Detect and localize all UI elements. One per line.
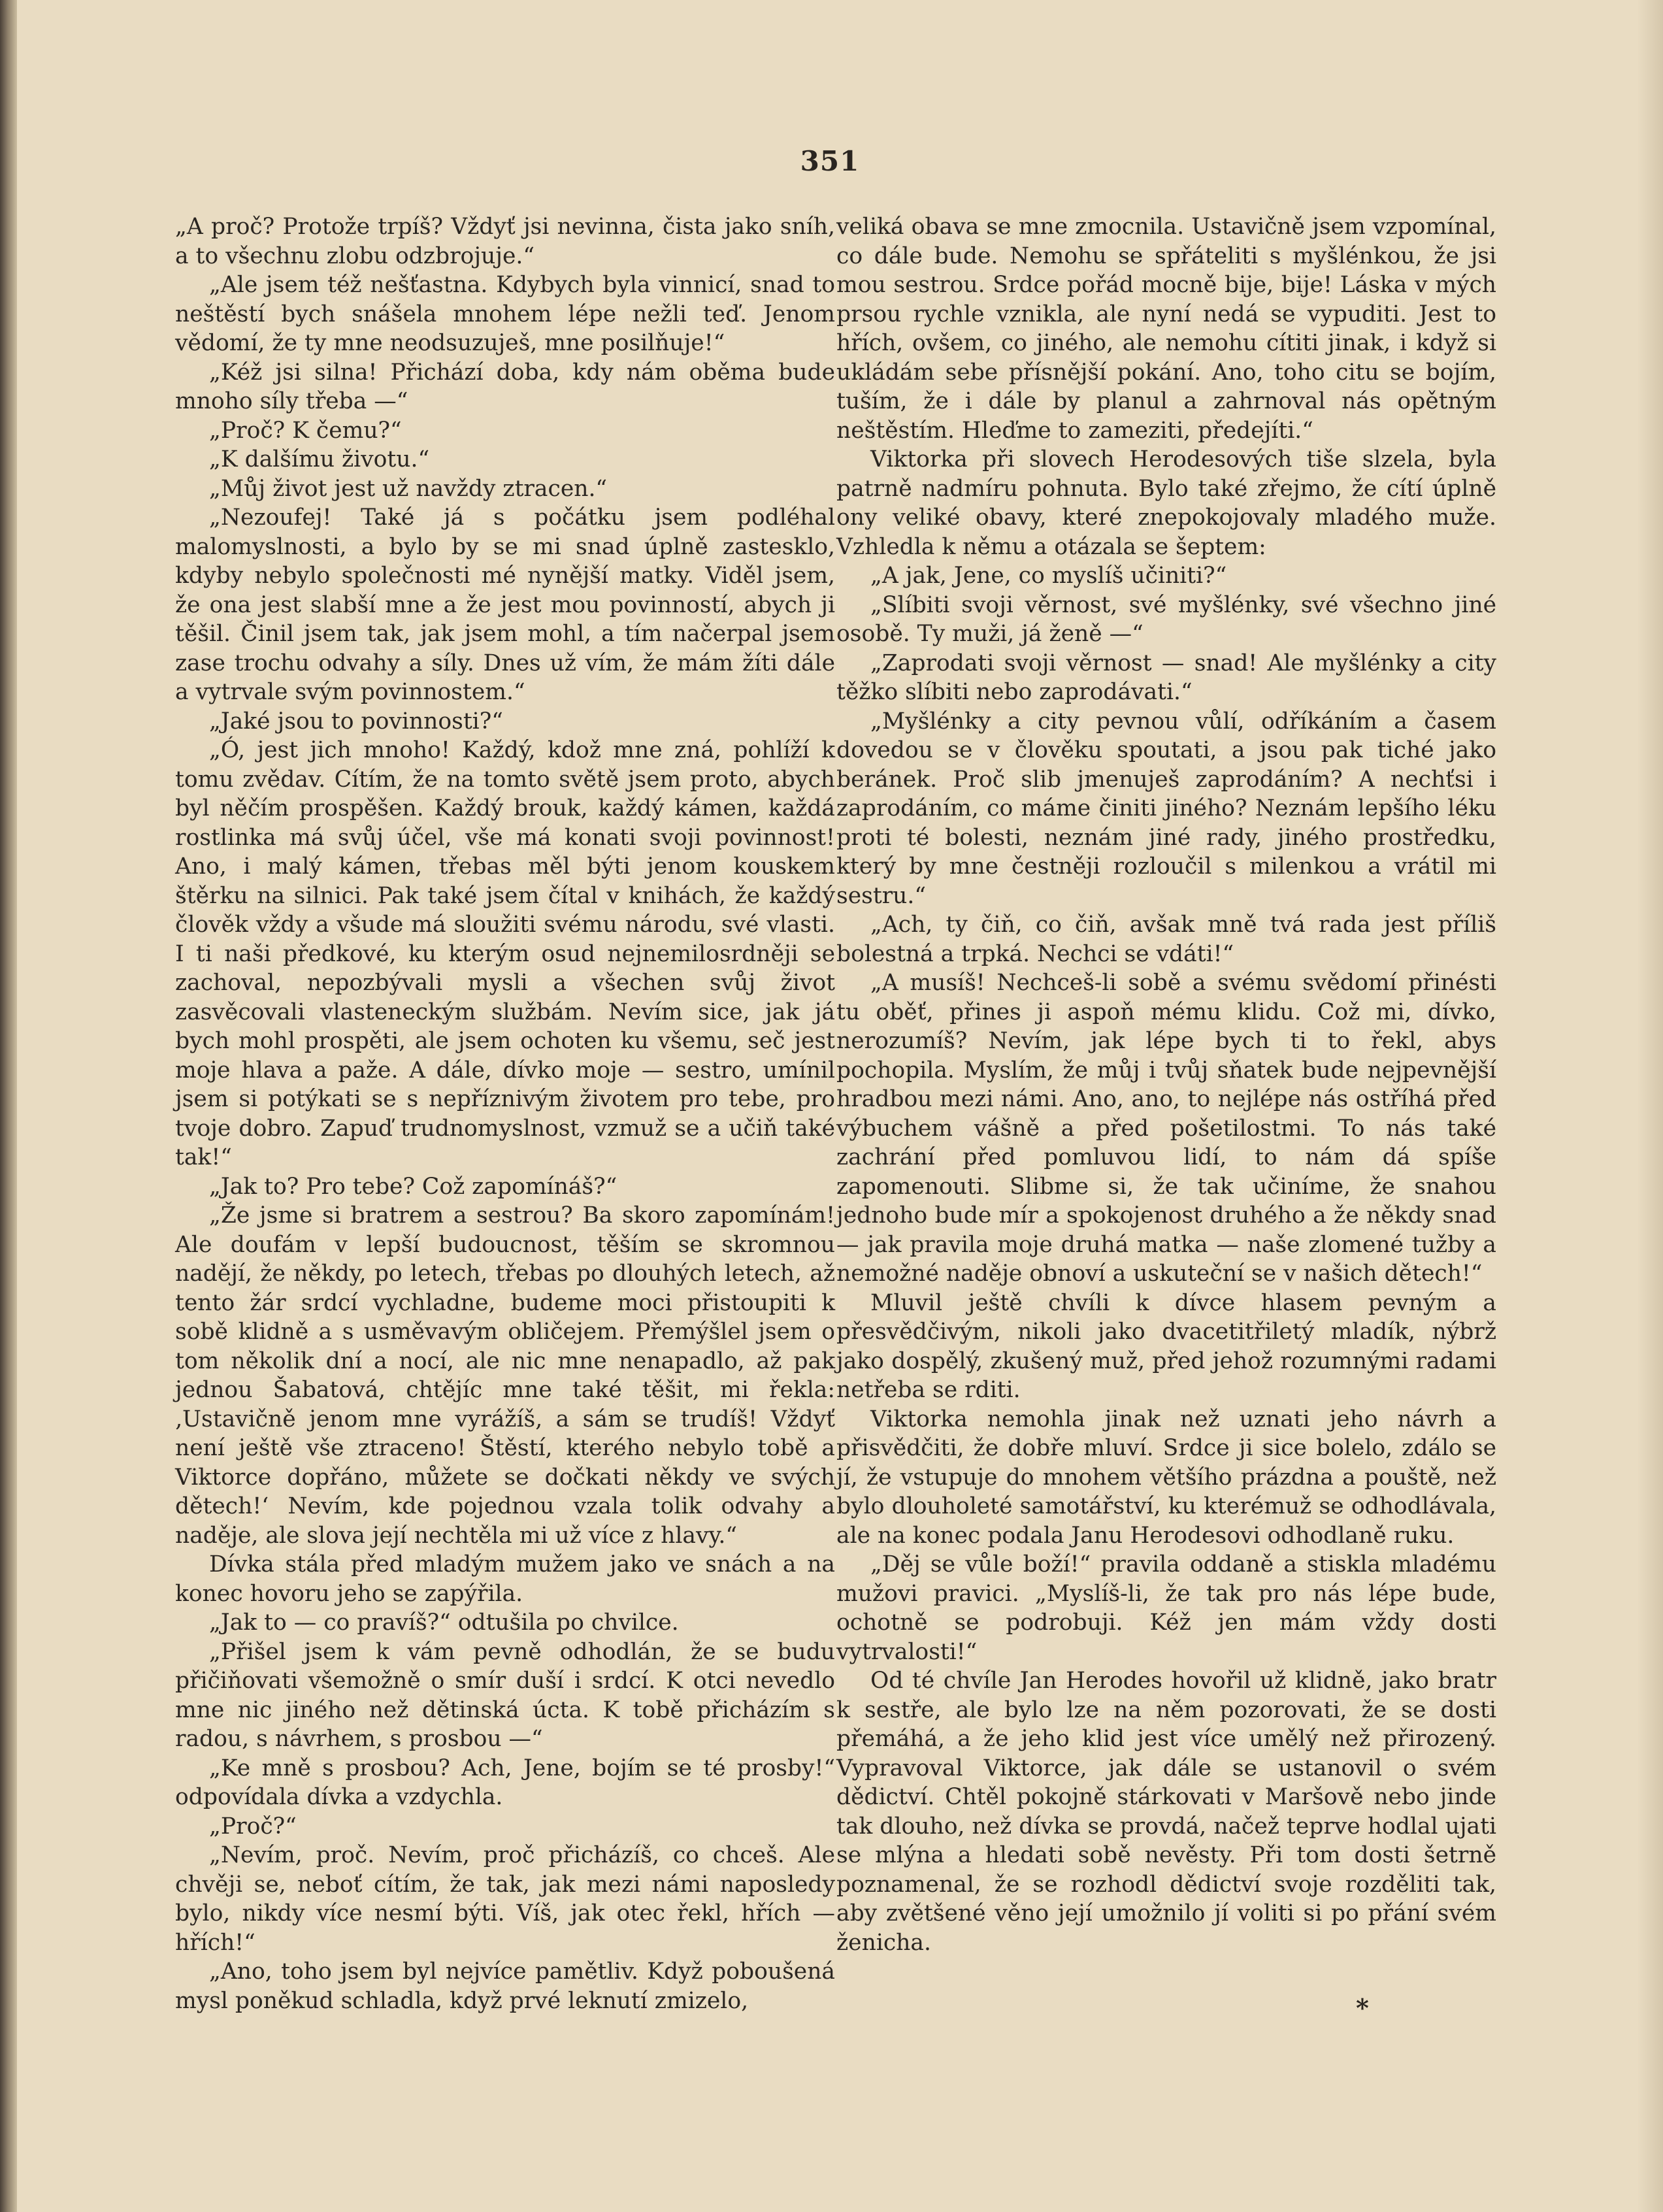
paragraph: „A proč? Protože trpíš? Vždyť jsi nevinna, čista jako sníh, a to všechnu zlobu odzbrojuje.“ — [175, 214, 835, 269]
paragraph: „K dalšímu životu.“ — [209, 446, 430, 472]
paragraph: veliká obava se mne zmocnila. Ustavičně jsem vzpomínal, co dále bude. Nemohu se spřáteliti s myšlénkou, že jsi mou sestrou. Srdce pořád mocně bije, bije! Láska v mých prsou rychle vznikla, ale nyní nedá se vypuditi. Jest to hřích, ovšem, co jiného, ale nemohu cítiti jinak, i když si ukládám sebe přísnější pokání. Ano, toho citu se bojím, tuším, že i dále by planul a zahrnoval nás opětným neštěstím. Hleďme to zameziti, předejíti.“ — [836, 214, 1496, 444]
paragraph: „Proč? K čemu?“ — [209, 417, 402, 444]
paragraph: „Že jsme si bratrem a sestrou? Ba skoro zapomínám! Ale doufám v lepší budoucnost, těším se skromnou nadějí, že někdy, po letech, třebas po dlouhých letech, až tento žár srdcí vychladne, budeme moci přistoupiti k sobě klidně a s usměvavým obličejem. Přemýšlel jsem o tom několik dní a nocí, ale nic mne nenapadlo, až pak jednou Šabatová, chtějíc mne také těšit, mi řekla: ‚Ustavičně jenom mne vyrážíš, a sám se trudíš! Vždyť není ještě vše ztraceno! Štěstí, kterého nebylo tobě a Viktorce dopřáno, můžete se dočkati někdy ve svých dětech!‘ Nevím, kde pojednou vzala tolik odvahy a naděje, ale slova její nechtěla mi už více z hlavy.“ — [175, 1202, 835, 1549]
paragraph: Od té chvíle Jan Herodes hovořil už klidně, jako bratr k sestře, ale bylo lze na něm pozorovati, že se dosti přemáhá, a že jeho klid jest více umělý než přirozený. Vypravoval Viktorce, jak dále se ustanovil o svém dědictví. Chtěl pokojně stárkovati v Maršově nebo jinde tak dlouho, než dívka se provdá, načež teprve hodlal ujati se mlýna a hledati sobě nevěsty. Při tom dosti šetrně poznamenal, že se rozhodl dědictví svoje rozděliti tak, aby zvětšené věno její umožnilo jí voliti si po přání svém ženicha. — [836, 1668, 1496, 1956]
paragraph: „Nevím, proč. Nevím, proč přicházíš, co chceš. Ale chvěji se, neboť cítím, že tak, jak mezi námi naposledy bylo, nikdy více nesmí býti. Víš, jak otec řekl, hřích — hřích!“ — [175, 1842, 835, 1956]
paragraph: „Nezoufej! Také já s počátku jsem podléhal malomyslnosti, a bylo by se mi snad úplně zastesklo, kdyby nebylo společnosti mé nynější matky. Viděl jsem, že ona jest slabší mne a že jest mou povinností, abych ji těšil. Činil jsem tak, jak jsem mohl, a tím načerpal jsem zase trochu odvahy a síly. Dnes už vím, že mám žíti dále a vytrvale svým povinnostem.“ — [175, 504, 835, 705]
paragraph: „Jak to — co pravíš?“ odtušila po chvilce. — [209, 1609, 679, 1636]
paragraph: „Myšlénky a city pevnou vůlí, odříkáním a časem dovedou se v člověku spoutati, a jsou pak tiché jako beránek. Proč slib jmenuješ zaprodáním? A nechťsi i zaprodáním, co máme činiti jiného? Neznám lepšího léku proti té bolesti, neznám jiné rady, jiného prostředku, který by mne čestněji rozloučil s milenkou a vrátil mi sestru.“ — [836, 708, 1496, 909]
paragraph: „A musíš! Nechceš-li sobě a svému svědomí přinésti tu oběť, přines ji aspoň mému klidu. Což mi, dívko, nerozumíš? Nevím, jak lépe bych ti to řekl, abys pochopila. Myslím, že můj i tvůj sňatek bude nejpevnější hradbou mezi námi. Ano, ano, to nejlépe nás ostříhá před výbuchem vášně a před pošetilostmi. To nás také zachrání před pomluvou lidí, to nám dá spíše zapomenouti. Slibme si, že tak učiníme, že snahou jednoho bude mír a spokojenost druhého a že někdy snad — jak pravila moje druhá matka — naše zlomené tužby a nemožné naděje obnoví a uskuteční se v našich dětech!“ — [836, 970, 1496, 1287]
paragraph: „Jak to? Pro tebe? Což zapomínáš?“ — [209, 1173, 617, 1200]
page-edge — [1637, 0, 1663, 2212]
paragraph: Viktorka při slovech Herodesových tiše slzela, byla patrně nadmíru pohnuta. Bylo také zřejmo, že cítí úplně ony veliké obavy, které znepokojovaly mladého muže. Vzhledla k němu a otázala se šeptem: — [836, 446, 1496, 560]
paragraph: „Ke mně s prosbou? Ach, Jene, bojím se té prosby!“ odpovídala dívka a vzdychla. — [175, 1755, 835, 1810]
book-spine-shadow — [0, 0, 17, 2212]
paragraph: „Děj se vůle boží!“ pravila oddaně a stiskla mladému mužovi pravici. „Myslíš-li, že tak pro nás lépe bude, ochotně se podrobuji. Kéž jen mám vždy dosti vytrvalosti!“ — [836, 1551, 1496, 1665]
paragraph: „Zaprodati svoji věrnost — snad! Ale myšlénky a city těžko slíbiti nebo zaprodávati.“ — [836, 650, 1496, 705]
paragraph: „Můj život jest už navždy ztracen.“ — [209, 475, 608, 502]
paragraph: „Proč?“ — [209, 1813, 297, 1840]
section-end-asterisk: * — [1356, 1993, 1369, 2022]
paragraph: „Přišel jsem k vám pevně odhodlán, že se budu přičiňovati všemožně o smír duší i srdcí. K otci nevedlo mne nic jiného než dětinská úcta. K tobě přicházím s radou, s návrhem, s prosbou —“ — [175, 1638, 835, 1752]
paragraph: „Ach, ty čiň, co čiň, avšak mně tvá rada jest příliš bolestná a trpká. Nechci se vdáti!“ — [836, 912, 1496, 967]
paragraph: „Ale jsem též nešťastna. Kdybych byla vinnicí, snad to neštěstí bych snášela mnohem lépe nežli teď. Jenom vědomí, že ty mne neodsuzuješ, mne posilňuje!“ — [175, 272, 835, 356]
paragraph: Viktorka nemohla jinak než uznati jeho návrh a přisvědčiti, že dobře mluví. Srdce ji sice bolelo, zdálo se jí, že vstupuje do mnohem většího prázdna a pouště, než bylo dlouholeté samotářství, ku kterémuž se odhodlávala, ale na konec podala Janu Herodesovi odhodlaně ruku. — [836, 1406, 1496, 1549]
left-column — [175, 212, 835, 2015]
paragraph: Mluvil ještě chvíli k dívce hlasem pevným a přesvědčivým, nikoli jako dvacetitřiletý mladík, nýbrž jako dospělý, zkušený muž, před jehož rozumnými radami netřeba se rditi. — [836, 1289, 1496, 1403]
paragraph: „Jaké jsou to povinnosti?“ — [209, 708, 503, 735]
paragraph: „Slíbiti svoji věrnost, své myšlénky, své všechno jiné osobě. Ty muži, já ženě —“ — [836, 591, 1496, 647]
page-number: 351 — [800, 145, 860, 177]
paragraph: Dívka stála před mladým mužem jako ve snách a na konec hovoru jeho se zapýřila. — [175, 1551, 835, 1607]
paragraph: „Ano, toho jsem byl nejvíce pamětliv. Když poboušená mysl poněkud schladla, když prvé leknutí zmizelo, — [175, 1958, 835, 2014]
paragraph: „Ó, jest jich mnoho! Každý, kdož mne zná, pohlíží k tomu zvědav. Cítím, že na tomto světě jsem proto, abych byl něčím prospěšen. Každý brouk, každý kámen, každá rostlinka má svůj účel, vše má konati svoji povinnost! Ano, i malý kámen, třebas měl býti jenom kouskem štěrku na silnici. Pak také jsem čítal v knihách, že každý člověk vždy a všude má sloužiti svému národu, své vlasti. I ti naši předkové, ku kterým osud nejnemilosrdněji se zachoval, nepozbývali mysli a všechen svůj život zasvěcovali vlasteneckým službám. Nevím sice, jak já bych mohl prospěti, ale jsem ochoten ku všemu, seč jest moje hlava a paže. A dále, dívko moje — sestro, umínil jsem si potýkati se s nepříznivým životem pro tebe, pro tvoje dobro. Zapuď trudnomyslnost, vzmuž se a učiň také tak!“ — [175, 737, 835, 1170]
paragraph: „Kéž jsi silna! Přichází doba, kdy nám oběma bude mnoho síly třeba —“ — [175, 359, 835, 414]
paragraph: „A jak, Jene, co myslíš učiniti?“ — [870, 563, 1227, 589]
right-column — [836, 212, 1496, 1957]
